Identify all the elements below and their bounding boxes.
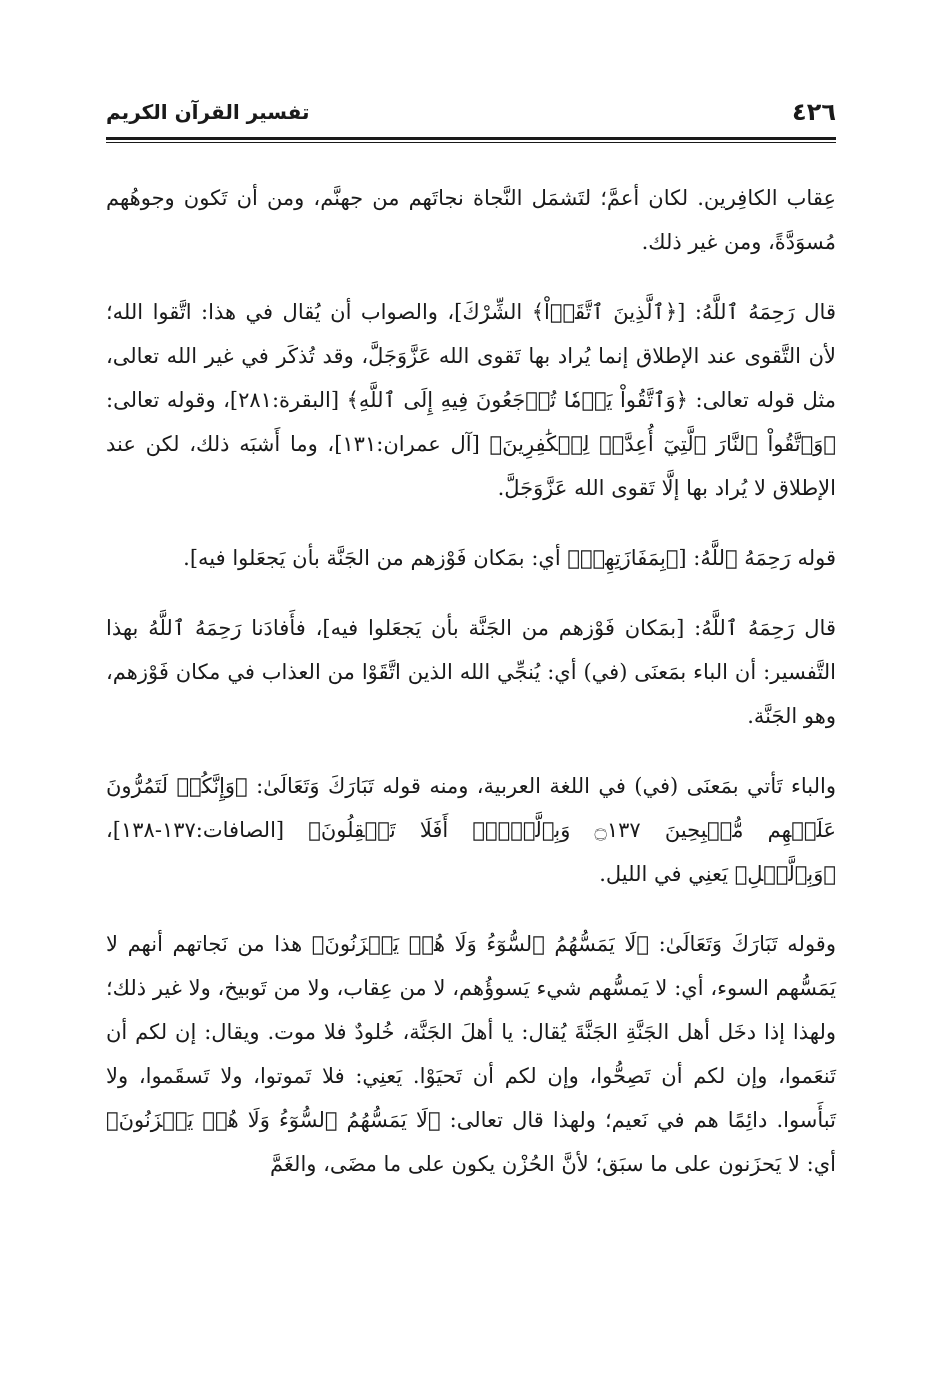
page-header (106, 96, 836, 136)
header-rule-thin (106, 142, 836, 143)
paragraph-5: والباء تَأتي بمَعنَى (في) في اللغة العربية، ومنه قوله تَبَارَكَ وَتَعَالَىٰ: ﴿وَإِنَّكُمۡ لَتَمُرُّونَ عَلَيۡهِم مُّصۡبِحِينَ ۝١٣٧ وَبِٱلَّيۡلِۚ أَفَلَا تَعۡقِلُونَ﴾ [الصافات:١٣٧-١٣٨]، ﴿وَبِٱلَّيۡلِ﴾ يَعنِي في الليل. (106, 774, 836, 886)
paragraph-4: قال رَحِمَهُ ٱللَّهُ: [بمَكان فَوْزهم من الجَنَّة بأن يَجعَلوا فيه]، فأَفادَنا رَحِمَهُ ٱللَّهُ بهذا التَّفسير: أن الباء بمَعنَى (في) أي: يُنجِّي الله الذين اتَّقَوْا من العذاب في مكان فَوْزهم، وهو الجَنَّة. (106, 616, 836, 728)
paragraph-3: قوله رَحِمَهُ ٱللَّهُ: [﴿بِمَفَازَتِهِمۡ﴾ أي: بمَكان فَوْزهم من الجَنَّة بأن يَجعَلوا فيه]. (183, 546, 836, 570)
paragraph-6: وقوله تَبَارَكَ وَتَعَالَىٰ: ﴿لَا يَمَسُّهُمُ ٱلسُّوٓءُ وَلَا هُمۡ يَحۡزَنُونَ﴾ هذا من نَجاتهم أنهم لا يَمَسُّهم السوء، أي: لا يَمسُّهم شيء يَسوؤُهم، لا من عِقاب، ولا من تَوبيخ، ولا غير ذلك؛ ولهذا إذا دخَل أهل الجَنَّةِ الجَنَّةَ يُقال: يا أهلَ الجَنَّة، خُلودٌ فلا موت. ويقال: إن لكم أن تَنعَموا، وإن لكم أن تَصِحُّوا، وإن لكم أن تَحيَوْا. يَعنِي: فلا تَموتوا، ولا تَسقَموا، ولا تَبأَسوا. دائِمًا هم في نَعيم؛ ولهذا قال تعالى: ﴿لَا يَمَسُّهُمُ ٱلسُّوٓءُ وَلَا هُمۡ يَحۡزَنُونَ﴾ أي: لا يَحزَنون على ما سبَق؛ لأنَّ الحُزْن يكون على ما مضَى، والغَمَّ (106, 932, 836, 1176)
paragraph-2: قال رَحِمَهُ ٱللَّهُ: [﴿ٱلَّذِينَ ٱتَّقَوۡاْ﴾ الشِّرْكَ]، والصواب أن يُقال في هذا: اتَّقوا الله؛ لأن التَّقوى عند الإطلاق إنما يُراد بها تَقوى الله عَزَّوَجَلَّ، وقد تُذكَر في غير الله تعالى، مثل قوله تعالى: ﴿وَٱتَّقُواْ يَوۡمٗا تُرۡجَعُونَ فِيهِ إِلَى ٱللَّهِ﴾ [البقرة:٢٨١]، وقوله تعالى: ﴿وَٱتَّقُواْ ٱلنَّارَ ٱلَّتِيٓ أُعِدَّتۡ لِلۡكَٰفِرِينَ﴾ [آل عمران:١٣١]، وما أَشبَه ذلك، لكن عند الإطلاق لا يُراد بها إلَّا تَقوى الله عَزَّوَجَلَّ. (106, 300, 837, 500)
paragraph-1: عِقاب الكافِرين. لكان أعمَّ؛ لتَشمَل النَّجاة نجاتَهم من جهنَّم، ومن أن تَكون وجوهُهم مُسوَدَّةً، ومن غير ذلك. (106, 186, 836, 254)
body-text (106, 176, 836, 1212)
header-rule-thick (106, 137, 836, 140)
running-title: تفسير القرآن الكريم (106, 100, 310, 124)
page-number: ٤٢٦ (792, 98, 836, 126)
